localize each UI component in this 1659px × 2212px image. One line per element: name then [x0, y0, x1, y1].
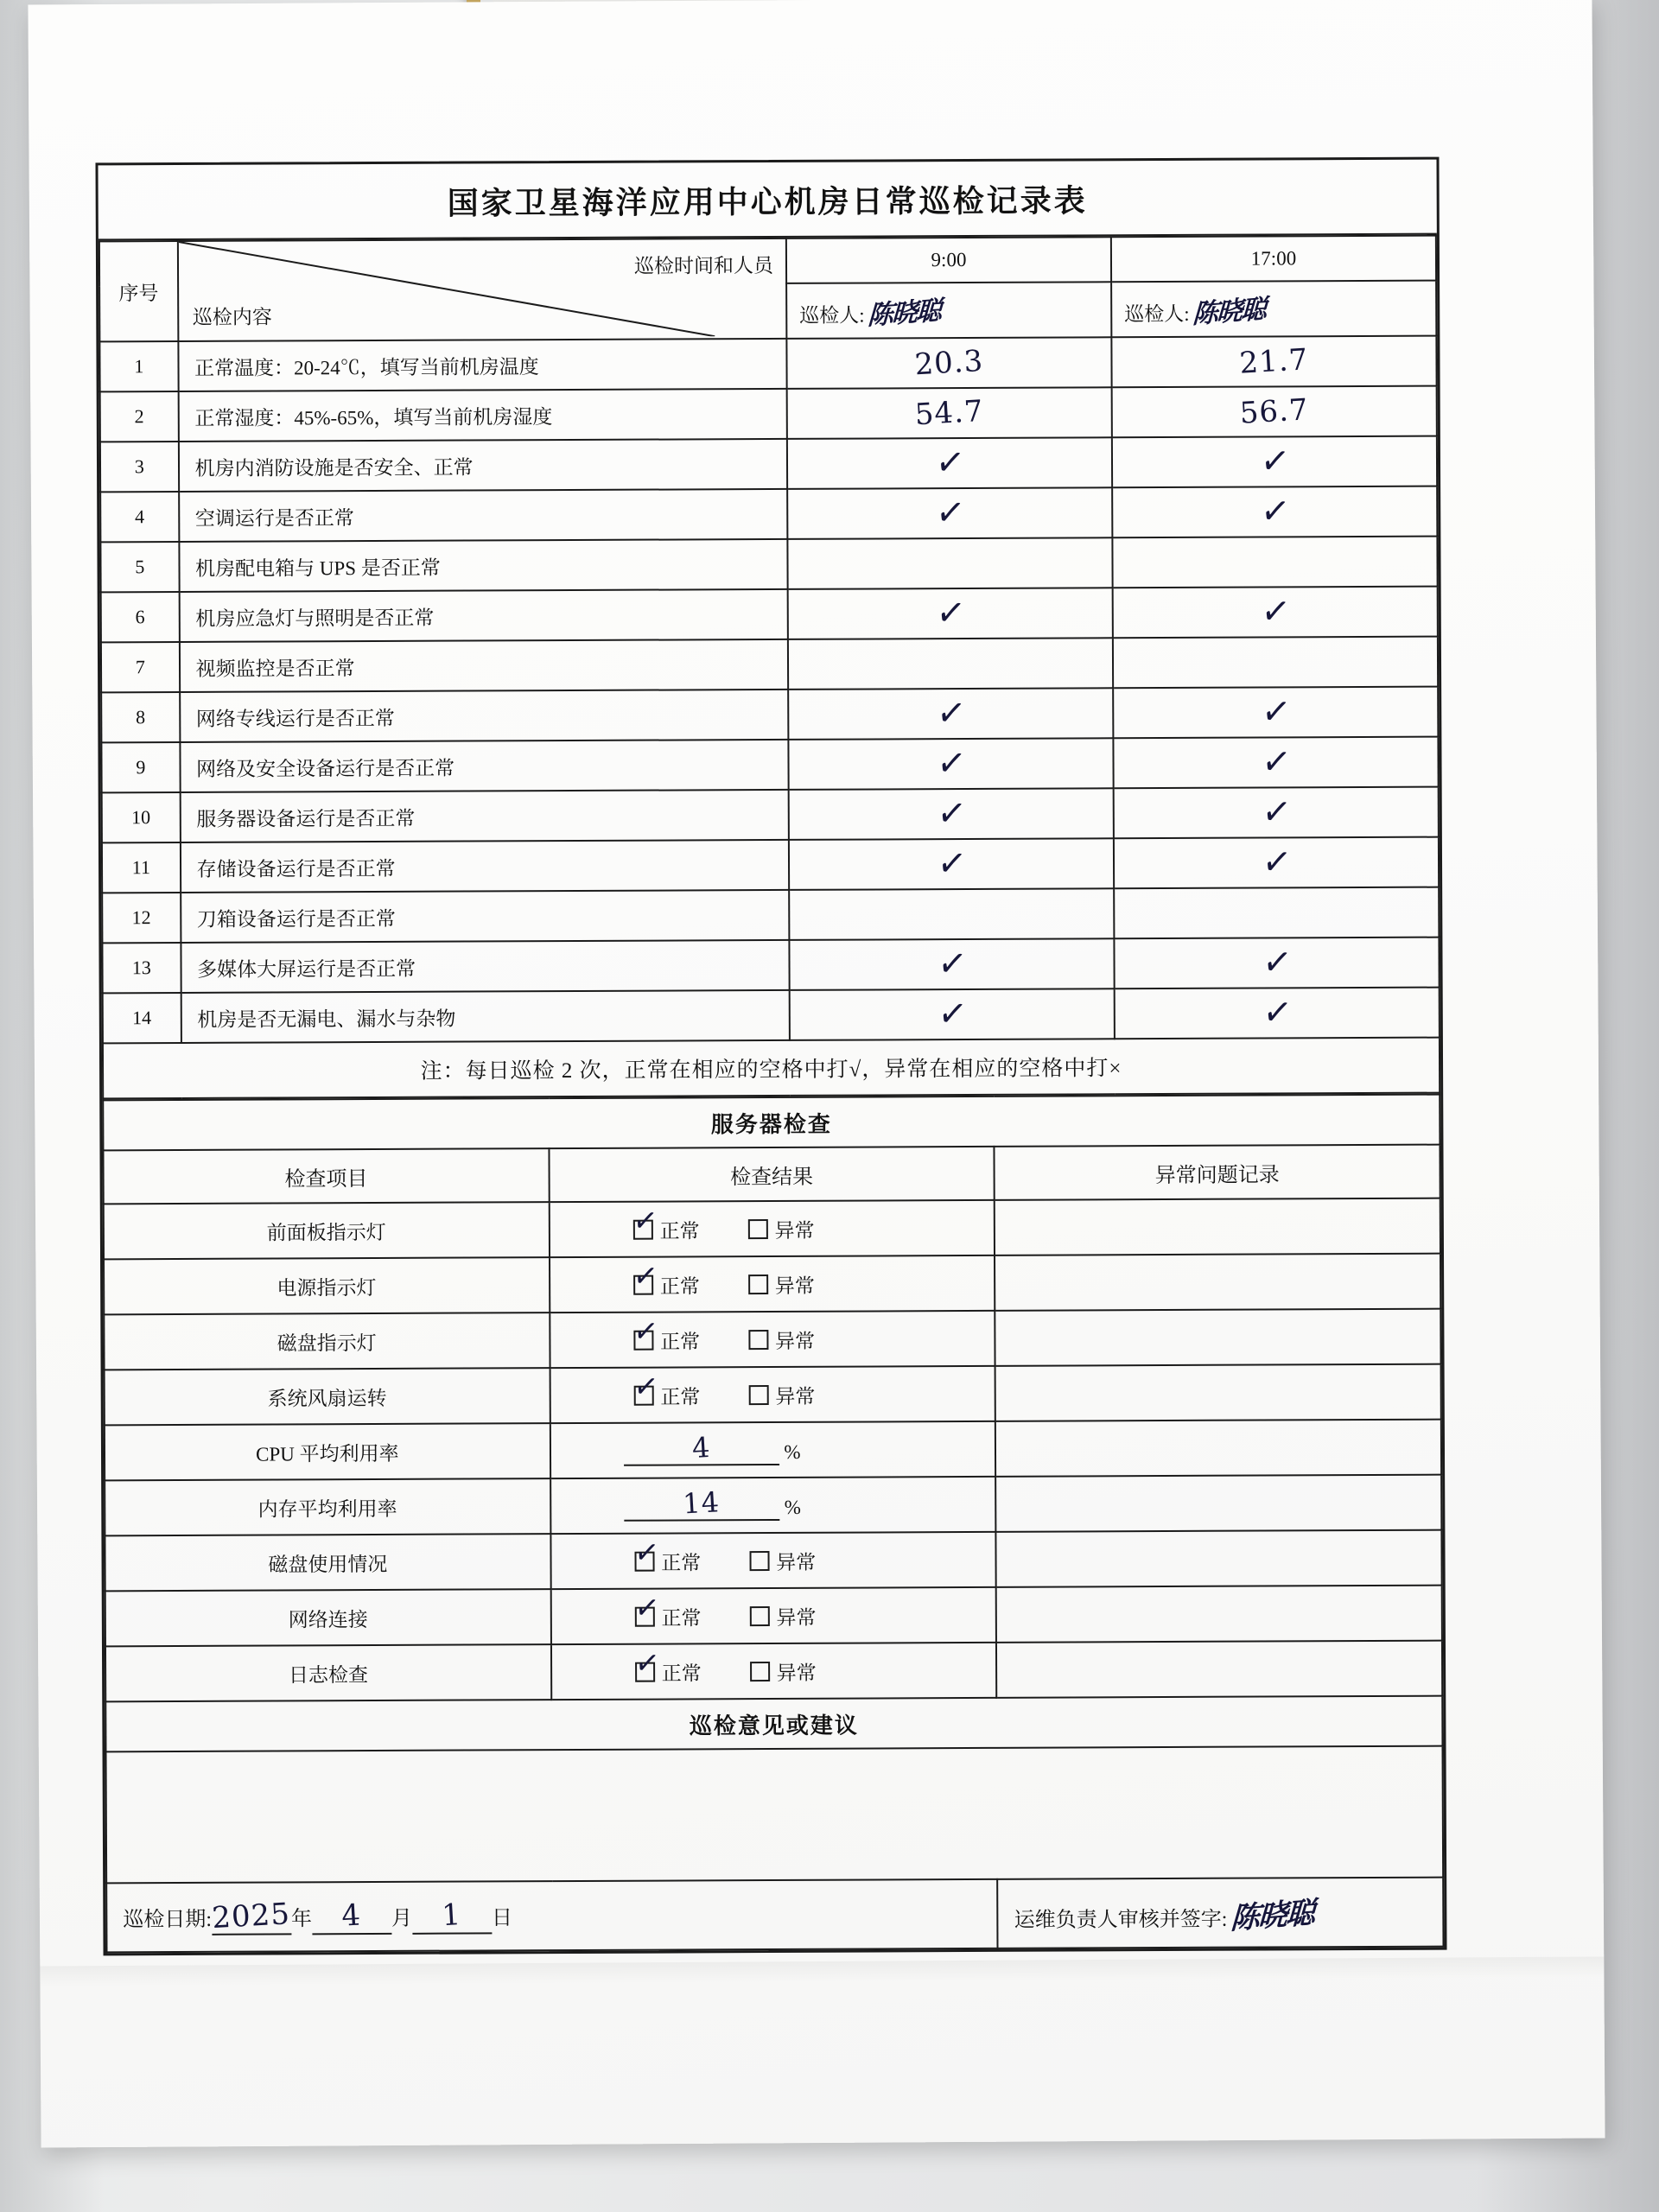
row-no: 3: [100, 442, 179, 492]
label-abnormal: 异常: [774, 1274, 815, 1297]
row-check-1[interactable]: [789, 888, 1114, 940]
row-check-2[interactable]: ✓: [1113, 687, 1438, 739]
server-row-result[interactable]: [549, 1200, 995, 1257]
row-no: 6: [101, 592, 180, 642]
inspector-signature-1: 陈晓聪: [867, 296, 942, 332]
row-check-2[interactable]: ✓: [1114, 938, 1439, 989]
checkbox-abnormal[interactable]: [747, 1219, 767, 1239]
header-content-label: 巡检内容: [192, 306, 272, 328]
approver-cell: [997, 1878, 1443, 1948]
row-item: 服务器设备运行是否正常: [180, 790, 789, 842]
row-no: 8: [101, 692, 180, 742]
header-diagonal-cell: [177, 238, 786, 341]
label-abnormal: 异常: [774, 1219, 815, 1242]
row-item: 正常温度：20-24℃，填写当前机房温度: [178, 339, 787, 391]
row-check-1[interactable]: ✓: [788, 588, 1113, 639]
row-check-2[interactable]: ✓: [1112, 436, 1437, 488]
server-row: [104, 1254, 1440, 1315]
row-no: 7: [101, 642, 180, 692]
row-check-2[interactable]: [1112, 537, 1437, 588]
server-row-remark[interactable]: [996, 1530, 1442, 1587]
server-row-item: 前面板指示灯: [104, 1202, 550, 1259]
label-abnormal: 异常: [776, 1606, 817, 1629]
checkbox-abnormal[interactable]: [749, 1551, 769, 1571]
header-time-person-label: 巡检时间和人员: [633, 254, 774, 277]
inspector-label-2: 巡检人:: [1124, 302, 1190, 326]
table-row: [102, 938, 1439, 994]
note-text: 注：每日巡检 2 次，正常在相应的空格中打√，异常在相应的空格中打×: [103, 1038, 1440, 1099]
row-check-1[interactable]: ✓: [788, 688, 1113, 740]
row-no: 10: [102, 792, 181, 842]
server-row: [105, 1475, 1441, 1536]
label-normal: 正常: [660, 1385, 701, 1408]
row-no: 1: [99, 341, 178, 391]
row-no: 9: [101, 742, 180, 792]
month-value[interactable]: 4: [312, 1898, 391, 1935]
server-row-item: 系统风扇运转: [105, 1368, 550, 1425]
server-row-remark[interactable]: [995, 1475, 1441, 1532]
row-check-1[interactable]: ✓: [787, 487, 1112, 539]
table-row: [100, 486, 1437, 543]
row-no: 11: [102, 842, 181, 893]
row-item: 机房内消防设施是否安全、正常: [178, 439, 787, 492]
approver-label: 运维负责人审核并签字:: [1014, 1908, 1228, 1932]
server-row: [105, 1530, 1441, 1592]
table-header-row-1: [99, 236, 1436, 287]
opinion-content[interactable]: [106, 1746, 1444, 1884]
row-check-2[interactable]: [1113, 637, 1438, 689]
server-row-item: 电源指示灯: [104, 1257, 550, 1314]
label-normal: 正常: [659, 1219, 700, 1243]
day-unit: 日: [491, 1907, 513, 1930]
row-no: 12: [102, 893, 181, 943]
server-row-item: 日志检查: [105, 1644, 551, 1701]
server-row-item: 磁盘指示灯: [104, 1313, 550, 1370]
label-normal: 正常: [659, 1274, 700, 1298]
table-row: [100, 386, 1437, 442]
server-row-result[interactable]: [550, 1421, 996, 1478]
server-row-remark[interactable]: [996, 1641, 1442, 1698]
percent-label: %: [784, 1496, 801, 1518]
table-row: [100, 537, 1437, 593]
server-row-item: CPU 平均利用率: [105, 1423, 550, 1480]
row-check-1[interactable]: ✓: [789, 838, 1114, 890]
table-row: [101, 637, 1438, 693]
row-item: 机房配电箱与 UPS 是否正常: [179, 539, 788, 592]
row-item: 刀箱设备运行是否正常: [181, 890, 790, 943]
server-row-remark[interactable]: [995, 1364, 1441, 1421]
label-normal: 正常: [661, 1606, 702, 1630]
row-no: 13: [102, 943, 181, 993]
label-abnormal: 异常: [775, 1330, 816, 1352]
label-normal: 正常: [660, 1330, 701, 1353]
header-time-col-1: 9:00: [786, 237, 1111, 283]
checkbox-abnormal[interactable]: [748, 1330, 768, 1350]
row-item: 视频监控是否正常: [179, 639, 788, 692]
row-check-2[interactable]: ✓: [1112, 486, 1437, 538]
inspector-cell-1: [786, 282, 1111, 339]
checkbox-normal[interactable]: ✓: [632, 1531, 662, 1573]
checkbox-normal[interactable]: ✓: [632, 1586, 662, 1629]
opinion-title: 巡检意见或建议: [105, 1696, 1442, 1752]
server-row-remark[interactable]: [995, 1198, 1440, 1255]
row-item: 存储设备运行是否正常: [181, 840, 790, 893]
server-row-item: 磁盘使用情况: [105, 1534, 550, 1591]
server-row-result[interactable]: [550, 1311, 995, 1368]
percent-label: %: [784, 1440, 801, 1463]
row-no: 5: [100, 542, 179, 592]
row-item: 机房应急灯与照明是否正常: [179, 589, 788, 642]
server-row-result[interactable]: [550, 1366, 995, 1423]
row-item: 多媒体大屏运行是否正常: [181, 940, 790, 993]
inspector-label-1: 巡检人:: [799, 304, 865, 327]
row-item: 正常湿度：45%-65%，填写当前机房湿度: [178, 389, 787, 442]
row-no: 14: [103, 993, 181, 1043]
note-row: [103, 1038, 1440, 1099]
checkbox-abnormal[interactable]: [750, 1662, 770, 1681]
server-row: [105, 1641, 1442, 1702]
footer-row: [106, 1878, 1443, 1953]
row-no: 4: [100, 492, 179, 542]
row-check-2[interactable]: ✓: [1114, 787, 1439, 839]
label-normal: 正常: [661, 1662, 702, 1685]
row-check-1[interactable]: ✓: [789, 938, 1114, 990]
inspector-cell-2: [1111, 281, 1436, 338]
table-row: [101, 587, 1438, 643]
server-row: [105, 1364, 1441, 1426]
inspector-signature-2: 陈晓聪: [1192, 294, 1267, 330]
server-row: [105, 1420, 1441, 1481]
row-check-1[interactable]: 54.7: [787, 387, 1112, 439]
row-check-2[interactable]: [1114, 887, 1439, 939]
label-abnormal: 异常: [775, 1385, 816, 1408]
header-no-label: 序号: [99, 241, 178, 341]
header-time-col-2: 17:00: [1111, 236, 1436, 283]
month-unit: 月: [391, 1907, 413, 1930]
row-item: 网络专线运行是否正常: [180, 690, 789, 742]
checkbox-normal[interactable]: ✓: [630, 1255, 660, 1297]
memory-usage-value-line[interactable]: 14: [624, 1486, 779, 1522]
server-header-row: [103, 1145, 1440, 1205]
server-row: [104, 1309, 1440, 1370]
label-normal: 正常: [661, 1551, 702, 1574]
row-check-1[interactable]: ✓: [789, 788, 1114, 840]
checkbox-normal[interactable]: ✓: [632, 1642, 662, 1684]
server-col-result: 检查结果: [549, 1147, 995, 1202]
table-row: [100, 436, 1437, 493]
page-title: 国家卫星海洋应用中心机房日常巡检记录表: [98, 160, 1436, 241]
table-row: [102, 837, 1439, 893]
server-row: [105, 1586, 1442, 1647]
inspection-date-cell: [106, 1879, 998, 1952]
row-check-1[interactable]: ✓: [788, 738, 1113, 790]
server-row-result[interactable]: [550, 1587, 996, 1644]
opinion-title-row: [105, 1696, 1442, 1752]
year-value[interactable]: 2025: [211, 1897, 292, 1936]
checkbox-abnormal[interactable]: [748, 1274, 768, 1294]
paper-fold-crease: [40, 1956, 1604, 1986]
checkbox-abnormal[interactable]: [748, 1385, 768, 1405]
server-row-remark[interactable]: [995, 1254, 1440, 1311]
row-check-1[interactable]: 20.3: [786, 337, 1111, 389]
server-row-result[interactable]: [550, 1477, 996, 1534]
row-check-2[interactable]: ✓: [1115, 988, 1440, 1039]
checkbox-normal[interactable]: ✓: [631, 1310, 660, 1352]
server-row-result[interactable]: [550, 1255, 995, 1313]
inspection-form: [95, 157, 1446, 1956]
checkbox-normal[interactable]: ✓: [630, 1199, 660, 1242]
row-check-1[interactable]: ✓: [790, 988, 1115, 1040]
server-col-remark: 异常问题记录: [995, 1145, 1440, 1200]
opinion-content-row: [106, 1746, 1444, 1884]
server-row-item: 网络连接: [105, 1589, 551, 1646]
row-check-1[interactable]: [788, 638, 1113, 690]
approver-signature: 陈晓聪: [1230, 1895, 1314, 1936]
row-check-2[interactable]: ✓: [1113, 737, 1438, 789]
row-item: 机房是否无漏电、漏水与杂物: [181, 990, 790, 1043]
cpu-usage-value-line[interactable]: 4: [624, 1431, 779, 1466]
server-section-title: 服务器检查: [103, 1095, 1440, 1151]
server-row-result[interactable]: [551, 1643, 997, 1700]
server-row-remark[interactable]: [995, 1309, 1441, 1366]
server-row: [104, 1198, 1440, 1260]
row-item: 空调运行是否正常: [179, 489, 788, 542]
row-check-1[interactable]: ✓: [787, 437, 1112, 489]
date-label: 巡检日期:: [123, 1908, 213, 1932]
label-abnormal: 异常: [776, 1551, 817, 1573]
row-check-2[interactable]: 56.7: [1112, 386, 1437, 438]
server-row-result[interactable]: [550, 1532, 996, 1589]
server-col-item: 检查项目: [103, 1148, 549, 1204]
table-row: [101, 687, 1438, 743]
label-abnormal: 异常: [776, 1662, 817, 1684]
table-row: [101, 737, 1438, 793]
server-row-item: 内存平均利用率: [105, 1478, 550, 1535]
table-row: [103, 988, 1440, 1044]
row-check-2[interactable]: ✓: [1113, 587, 1438, 639]
server-section-title-row: [103, 1095, 1440, 1151]
inspection-table: [99, 235, 1440, 1100]
row-no: 2: [100, 391, 179, 442]
checkbox-normal[interactable]: ✓: [631, 1365, 661, 1408]
row-check-1[interactable]: [787, 537, 1112, 589]
row-item: 网络及安全设备运行是否正常: [180, 740, 789, 792]
checkbox-abnormal[interactable]: [749, 1606, 769, 1626]
year-unit: 年: [290, 1908, 313, 1931]
row-check-2[interactable]: 21.7: [1111, 336, 1436, 388]
server-check-table: [102, 1094, 1444, 1954]
row-check-2[interactable]: ✓: [1114, 837, 1439, 889]
day-value[interactable]: 1: [412, 1897, 492, 1934]
table-row: [99, 336, 1436, 392]
server-row-remark[interactable]: [995, 1420, 1441, 1477]
server-row-remark[interactable]: [996, 1586, 1442, 1643]
table-row: [102, 787, 1439, 843]
table-row: [102, 887, 1439, 944]
